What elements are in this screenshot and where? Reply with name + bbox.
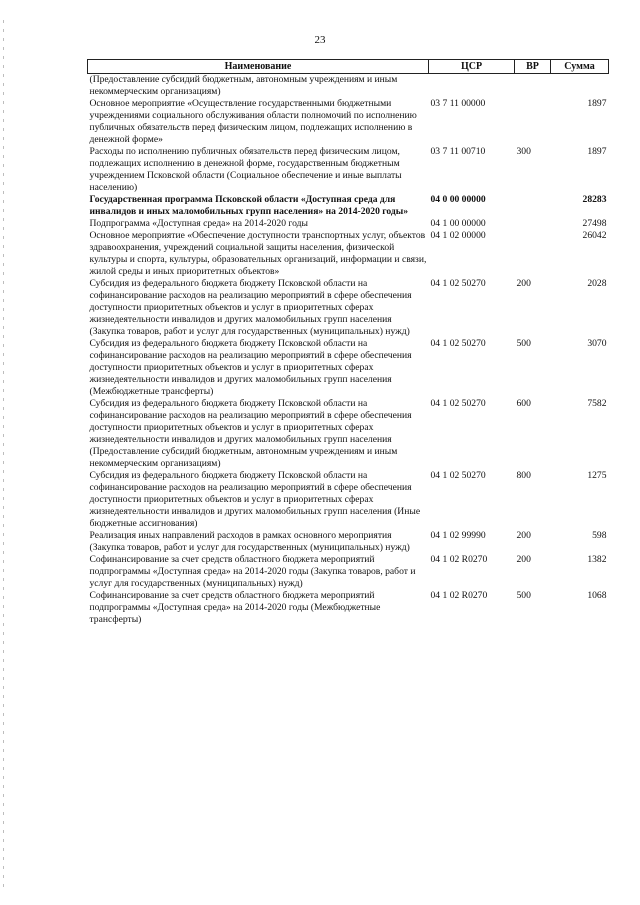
table-row bbox=[88, 338, 609, 398]
cell-csr: 03 7 11 00710 bbox=[430, 146, 486, 157]
header-vr: ВР bbox=[515, 60, 551, 74]
table-row bbox=[88, 590, 609, 626]
cell-csr: 03 7 11 00000 bbox=[430, 98, 486, 109]
cell-name: Субсидия из федерального бюджета бюджету Псковской области на софинансирование расходов на реализацию мероприятий в сфере обеспечения доступности приоритетных объектов и услуг в приоритетных сферах жизнедеятельности инвалидов и других маломобильных групп населения (Закупка товаров, работ и услуг для государственных (муниципальных) нужд) bbox=[89, 278, 412, 337]
table-row bbox=[88, 194, 609, 218]
cell-sum: 1382 bbox=[587, 554, 607, 565]
cell-csr: 04 1 02 99990 bbox=[430, 530, 486, 541]
cell-vr bbox=[515, 218, 551, 230]
cell-csr: 04 1 02 50270 bbox=[430, 470, 486, 481]
cell-vr: 800 bbox=[516, 470, 531, 481]
page-number: 23 bbox=[314, 34, 326, 46]
cell-name: Субсидия из федерального бюджета бюджету Псковской области на софинансирование расходов на реализацию мероприятий в сфере обеспечения доступности приоритетных объектов и услуг в приоритетных сферах жизнедеятельности инвалидов и других маломобильных групп населения (Иные бюджетные ассигнования) bbox=[89, 470, 421, 529]
cell-csr: 04 1 02 50270 bbox=[430, 278, 486, 289]
table-header-row bbox=[88, 60, 609, 74]
table-row bbox=[88, 146, 609, 194]
cell-csr: 04 1 00 00000 bbox=[430, 218, 486, 229]
cell-name: Софинансирование за счет средств областного бюджета мероприятий подпрограммы «Доступная среда» на 2014-2020 годы (Закупка товаров, работ и услуг для государственных (муниципальных) нужд) bbox=[89, 554, 416, 589]
cell-sum: 27498 bbox=[582, 218, 607, 229]
cell-vr bbox=[515, 230, 551, 278]
table-row bbox=[88, 218, 609, 230]
cell-sum: 1897 bbox=[587, 146, 607, 157]
cell-csr bbox=[429, 74, 515, 99]
table-row bbox=[88, 230, 609, 278]
cell-sum: 598 bbox=[592, 530, 607, 541]
cell-sum: 28283 bbox=[582, 194, 607, 205]
cell-sum: 2028 bbox=[587, 278, 607, 289]
cell-sum: 3070 bbox=[587, 338, 607, 349]
table-row bbox=[88, 278, 609, 338]
cell-csr: 04 1 02 R0270 bbox=[430, 554, 488, 565]
cell-vr bbox=[515, 74, 551, 99]
table-row bbox=[88, 530, 609, 554]
table-row bbox=[88, 74, 609, 99]
cell-vr: 500 bbox=[516, 590, 531, 601]
cell-name: Софинансирование за счет средств областного бюджета мероприятий подпрограммы «Доступная среда» на 2014-2020 годы (Межбюджетные трансферты) bbox=[89, 590, 381, 625]
cell-csr: 04 1 02 50270 bbox=[430, 338, 486, 349]
cell-vr bbox=[515, 98, 551, 146]
cell-vr: 500 bbox=[516, 338, 531, 349]
header-name: Наименование bbox=[88, 60, 429, 74]
cell-name: Основное мероприятие «Осуществление государственными бюджетными учреждениями социального обслуживания области полномочий по исполнению публичных обязательств перед физическим лицом, подлежащих исполнению в денежной форме» bbox=[89, 98, 417, 145]
cell-vr: 600 bbox=[516, 398, 531, 409]
cell-csr: 04 0 00 00000 bbox=[430, 194, 486, 205]
cell-vr: 300 bbox=[516, 146, 531, 157]
cell-csr: 04 1 02 R0270 bbox=[430, 590, 488, 601]
cell-name: (Предоставление субсидий бюджетным, автономным учреждениям и иным некоммерческим организациям) bbox=[89, 74, 398, 97]
cell-sum: 26042 bbox=[582, 230, 607, 241]
cell-vr: 200 bbox=[516, 278, 531, 289]
cell-vr: 200 bbox=[516, 554, 531, 565]
cell-sum: 7582 bbox=[587, 398, 607, 409]
cell-vr: 200 bbox=[516, 530, 531, 541]
cell-sum bbox=[551, 74, 609, 99]
cell-name: Расходы по исполнению публичных обязательств перед физическим лицом, подлежащих исполнению в денежной форме, государственным бюджетным учреждением Псковской области (Социальное обеспечение и иные выплаты населению) bbox=[89, 146, 402, 193]
cell-sum: 1275 bbox=[587, 470, 607, 481]
cell-sum: 1068 bbox=[587, 590, 607, 601]
cell-sum: 1897 bbox=[587, 98, 607, 109]
cell-name: Субсидия из федерального бюджета бюджету Псковской области на софинансирование расходов на реализацию мероприятий в сфере обеспечения доступности приоритетных объектов и услуг в приоритетных сферах жизнедеятельности инвалидов и других маломобильных групп населения (Межбюджетные трансферты) bbox=[89, 338, 412, 397]
cell-csr: 04 1 02 50270 bbox=[430, 398, 486, 409]
table-row bbox=[88, 98, 609, 146]
cell-name: Субсидия из федерального бюджета бюджету Псковской области на софинансирование расходов на реализацию мероприятий в сфере обеспечения доступности приоритетных объектов и услуг в приоритетных сферах жизнедеятельности инвалидов и других маломобильных групп населения (Предоставление субсидий бюджетным, автономным учреждениям и иным некоммерческим организациям) bbox=[89, 398, 412, 469]
table-row bbox=[88, 398, 609, 470]
cell-vr bbox=[515, 194, 551, 218]
budget-table bbox=[87, 59, 609, 626]
cell-name: Основное мероприятие «Обеспечение доступности транспортных услуг, объектов здравоохранения, учреждений социальной защиты населения, физической культуры и спорта, культуры, образовательных организаций, информации и связи, жилой среды и иных приоритетных объектов» bbox=[89, 230, 427, 277]
header-sum: Сумма bbox=[551, 60, 609, 74]
cell-name: Реализация иных направлений расходов в рамках основного мероприятия (Закупка товаров, работ и услуг для государственных (муниципальных) нужд) bbox=[89, 530, 410, 553]
header-csr: ЦСР bbox=[429, 60, 515, 74]
table-row bbox=[88, 470, 609, 530]
cell-name: Подпрограмма «Доступная среда» на 2014-2020 годы bbox=[89, 218, 308, 229]
cell-name: Государственная программа Псковской области «Доступная среда для инвалидов и иных маломобильных групп населения» на 2014-2020 годы» bbox=[89, 194, 409, 217]
table-row bbox=[88, 554, 609, 590]
cell-csr: 04 1 02 00000 bbox=[430, 230, 486, 241]
scan-margin-line bbox=[3, 20, 4, 890]
